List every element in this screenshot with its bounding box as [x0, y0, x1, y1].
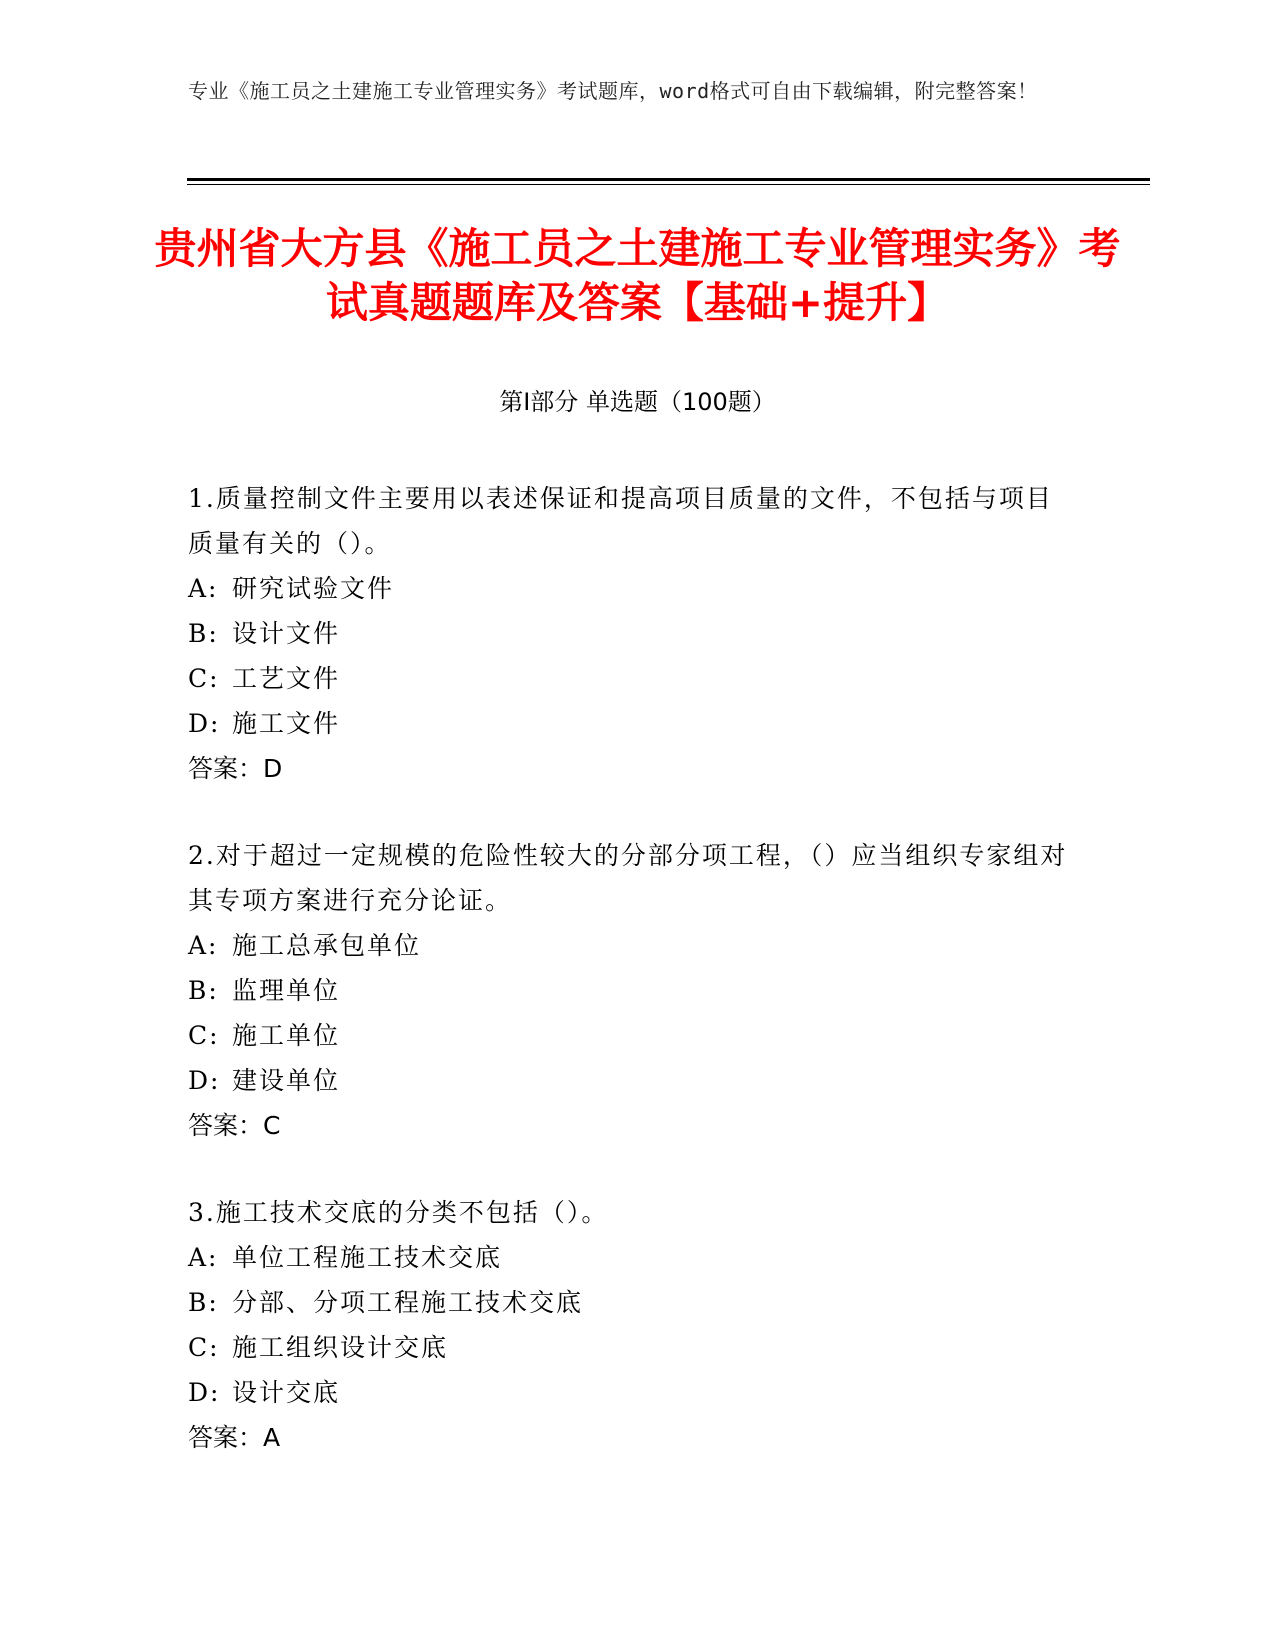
option-text: 施工单位 — [232, 1021, 341, 1050]
option-d — [188, 1370, 1068, 1415]
question-1 — [188, 476, 1068, 791]
option-a — [188, 1235, 1068, 1280]
question-2 — [188, 833, 1068, 1148]
option-c — [188, 1013, 1068, 1058]
option-text: 研究试验文件 — [232, 574, 395, 603]
option-text: 施工总承包单位 — [232, 931, 422, 960]
answer: 答案：A — [188, 1423, 281, 1452]
option-key: A: — [188, 1243, 219, 1272]
option-d — [188, 701, 1068, 746]
option-text: 监理单位 — [232, 976, 341, 1005]
option-b — [188, 968, 1068, 1013]
option-text: 施工文件 — [232, 709, 341, 738]
option-key: A: — [188, 931, 219, 960]
option-text: 分部、分项工程施工技术交底 — [232, 1288, 584, 1317]
option-key: D: — [188, 709, 221, 738]
option-c — [188, 656, 1068, 701]
option-key: D: — [188, 1066, 221, 1095]
option-key: C: — [188, 1333, 220, 1362]
option-key: B: — [188, 619, 219, 648]
question-stem: 3.施工技术交底的分类不包括（）。 — [188, 1198, 609, 1227]
option-text: 工艺文件 — [232, 664, 341, 693]
option-key: B: — [188, 1288, 219, 1317]
header-rule-thick — [187, 178, 1150, 181]
option-key: D: — [188, 1378, 221, 1407]
section-heading: 第Ⅰ部分 单选题（100题） — [499, 388, 776, 416]
option-text: 单位工程施工技术交底 — [232, 1243, 503, 1272]
option-text: 设计交底 — [232, 1378, 341, 1407]
document-title: 贵州省大方县《施工员之土建施工专业管理实务》考试真题题库及答案【基础+提升】 — [154, 224, 1121, 327]
option-key: C: — [188, 1021, 220, 1050]
option-a — [188, 566, 1068, 611]
option-text: 施工组织设计交底 — [232, 1333, 449, 1362]
question-stem: 1.质量控制文件主要用以表述保证和提高项目质量的文件，不包括与项目质量有关的（）。 — [188, 484, 1053, 558]
option-c — [188, 1325, 1068, 1370]
answer: 答案：D — [188, 754, 283, 783]
option-d — [188, 1058, 1068, 1103]
option-a — [188, 923, 1068, 968]
answer: 答案：C — [188, 1111, 281, 1140]
header-note: 专业《施工员之土建施工专业管理实务》考试题库，word格式可自由下载编辑，附完整答案！ — [188, 79, 1038, 103]
header-rule-thin — [187, 184, 1150, 185]
question-stem: 2.对于超过一定规模的危险性较大的分部分项工程，（）应当组织专家组对其专项方案进行充分论证。 — [188, 841, 1068, 915]
option-key: A: — [188, 574, 219, 603]
option-b — [188, 611, 1068, 656]
question-list — [188, 476, 1068, 1502]
option-b — [188, 1280, 1068, 1325]
option-key: B: — [188, 976, 219, 1005]
option-text: 设计文件 — [232, 619, 341, 648]
option-key: C: — [188, 664, 220, 693]
option-text: 建设单位 — [232, 1066, 341, 1095]
question-3 — [188, 1190, 1068, 1460]
